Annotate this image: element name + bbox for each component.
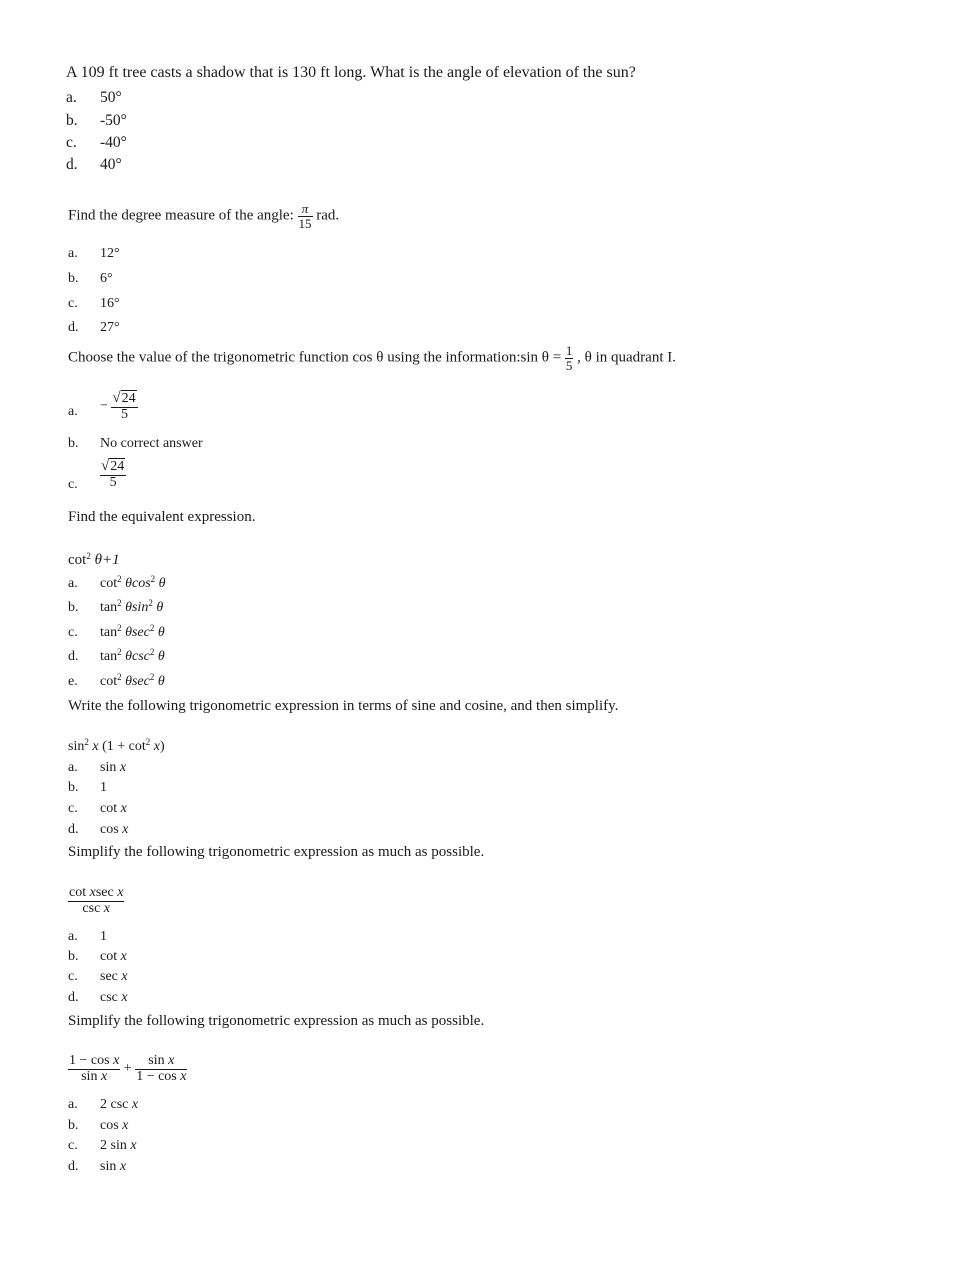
q3-option-c[interactable] [0, 459, 300, 501]
exponent: 2 [145, 737, 151, 747]
option-label: d. [68, 990, 79, 1005]
option-value [100, 1138, 137, 1154]
fraction-numerator [68, 1054, 120, 1070]
square-root [112, 391, 136, 407]
fn: cot [100, 801, 118, 816]
fraction-denominator [135, 1070, 187, 1085]
den-var: x [180, 1068, 187, 1084]
option-label: a. [68, 760, 78, 775]
option-label: a. [68, 1097, 78, 1112]
fn-2: θcos [125, 576, 151, 591]
option-value [100, 801, 127, 817]
option-label: a. [68, 576, 78, 591]
option-label: b. [68, 949, 79, 964]
fraction-denominator [68, 902, 124, 917]
exponent: 2 [148, 598, 153, 608]
option-value [100, 990, 128, 1006]
option-label: d. [68, 1159, 79, 1174]
var: x [119, 1159, 127, 1174]
option-label: c. [68, 1138, 78, 1153]
var: x [120, 949, 127, 964]
expr-rest: θ+1 [94, 552, 120, 568]
radical-sign-icon: √ [101, 458, 110, 474]
fn: cos [100, 822, 119, 837]
fraction-denominator: 15 [298, 215, 312, 231]
question-3-text [68, 344, 676, 372]
num-text: sin [148, 1053, 165, 1068]
question-6-expression [68, 886, 124, 916]
fn-2: θsin [125, 600, 149, 615]
exponent: 2 [117, 623, 122, 633]
radicand: 24 [110, 459, 125, 474]
option-fraction [100, 459, 126, 490]
var: x [121, 990, 128, 1005]
option-value: 12° [100, 246, 120, 261]
option-label: b. [68, 780, 79, 795]
option-value [100, 969, 128, 985]
fn: cos [100, 1118, 119, 1133]
question-5-expression [68, 739, 165, 755]
var: x [119, 760, 127, 775]
fraction-numerator [135, 1054, 187, 1070]
option-value [100, 576, 166, 592]
option-label: d. [68, 320, 79, 335]
option-label: b. [68, 1118, 79, 1133]
option-label: c. [68, 625, 78, 640]
option-value [100, 600, 163, 616]
option-label: c. [68, 296, 78, 311]
option-label: b. [68, 271, 79, 286]
fraction-numerator [68, 886, 124, 902]
den-var: x [100, 1068, 108, 1084]
exponent: 2 [149, 672, 155, 682]
fn-3: θ [157, 625, 165, 640]
expr-part-a: sin [68, 739, 85, 754]
option-value [100, 822, 128, 838]
option-label: b. [68, 600, 79, 615]
expr-fn: cot [68, 552, 87, 568]
option-value: -40° [100, 134, 127, 151]
question-7-text: Simplify the following trigonometric expression as much as possible. [68, 1013, 485, 1029]
sine-fraction [565, 344, 574, 372]
quadrant-info: , θ in quadrant I. [577, 349, 676, 366]
option-value: 40° [100, 156, 122, 173]
num-var: x [113, 1053, 120, 1068]
option-value [100, 1097, 138, 1113]
den-fn: csc [82, 900, 101, 916]
fraction-denominator [68, 1070, 120, 1085]
fn-3: θ [158, 576, 166, 591]
fn: csc [100, 990, 118, 1005]
minus-sign: − [100, 398, 108, 414]
expression-fraction [68, 886, 124, 916]
exponent: 2 [149, 647, 155, 657]
option-value [100, 674, 165, 690]
option-label: a. [66, 89, 77, 106]
option-value [100, 625, 165, 641]
fn: 1 [100, 929, 107, 944]
exponent: 2 [149, 623, 155, 633]
square-root [101, 459, 125, 475]
fraction-numerator [111, 391, 137, 408]
option-label: d. [68, 649, 79, 664]
var: x [122, 822, 129, 837]
option-value [100, 459, 126, 490]
num-var-2: x [117, 885, 124, 900]
var: x [122, 1118, 129, 1133]
expr-part-b: x [92, 739, 99, 754]
option-value: 50° [100, 89, 122, 106]
option-label: c. [68, 801, 78, 816]
option-label: d. [68, 822, 79, 837]
num-var: x [168, 1053, 175, 1068]
fn-3: θ [157, 674, 165, 689]
question-2-prompt: Find the degree measure of the angle: [68, 207, 294, 224]
num-fn-2: sec [95, 885, 114, 900]
fn-1: tan [100, 649, 118, 664]
fn-3: θ [156, 600, 164, 615]
option-value: 27° [100, 320, 120, 335]
option-label: c. [68, 969, 78, 984]
option-value [100, 649, 165, 665]
option-label: c. [66, 134, 77, 151]
fn: sec [100, 969, 118, 984]
option-value [100, 949, 127, 965]
q3-option-a[interactable] [0, 391, 300, 433]
den-var: x [103, 900, 111, 916]
question-4-expression [68, 552, 120, 569]
angle-fraction [298, 202, 313, 230]
exponent: 2 [150, 574, 156, 584]
option-value: No correct answer [100, 436, 203, 451]
question-2-text [68, 202, 339, 230]
exponent: 2 [84, 737, 89, 747]
num-fn-1: cot [69, 885, 87, 900]
question-6-text: Simplify the following trigonometric expression as much as possible. [68, 844, 485, 860]
num-var-1: x [89, 885, 96, 900]
question-7-expression [68, 1054, 187, 1084]
fn-1: tan [100, 600, 118, 615]
num-text: 1 − cos [69, 1053, 110, 1068]
fn-1: cot [100, 576, 118, 591]
radicand: 24 [121, 391, 136, 406]
option-value [100, 1159, 126, 1175]
option-label: b. [68, 436, 79, 451]
exponent: 2 [86, 551, 91, 561]
option-label: a. [68, 404, 78, 419]
expr-part-c: (1 + cot [102, 739, 146, 754]
exponent: 2 [117, 647, 122, 657]
fraction-numerator: π [298, 202, 313, 217]
question-5-text: Write the following trigonometric expression in terms of sine and cosine, and then simplify. [68, 698, 619, 714]
radical-sign-icon: √ [112, 390, 121, 406]
question-4-text: Find the equivalent expression. [68, 509, 256, 525]
fn: cot [100, 949, 118, 964]
fn: 2 csc [100, 1097, 129, 1112]
option-value: -50° [100, 112, 127, 129]
var: x [120, 801, 127, 816]
option-value [100, 760, 126, 776]
fn-1: tan [100, 625, 118, 640]
angle-unit: rad. [316, 207, 340, 224]
fraction-denominator: 5 [121, 406, 129, 422]
question-1-text: A 109 ft tree casts a shadow that is 130 ft long. What is the angle of elevation of the sun? [66, 64, 636, 81]
fn: 2 sin [100, 1138, 127, 1153]
fn-2: θsec [125, 625, 150, 640]
var: x [131, 1097, 139, 1112]
fn-2: θsec [125, 674, 150, 689]
option-value [100, 391, 138, 422]
question-3-prompt: Choose the value of the trigonometric function cos θ using the information:sin θ = [68, 349, 562, 366]
plus-sign: + [123, 1061, 132, 1077]
exponent: 2 [117, 598, 122, 608]
first-fraction [68, 1054, 120, 1084]
fraction-numerator [100, 459, 126, 476]
expr-part-e: ) [159, 739, 165, 754]
option-label: b. [66, 112, 78, 129]
option-value [100, 929, 107, 945]
option-label: a. [68, 246, 78, 261]
option-label: a. [68, 929, 78, 944]
fn: 1 [100, 780, 107, 795]
fn-1: cot [100, 674, 118, 689]
option-label: e. [68, 674, 78, 689]
option-value: 6° [100, 271, 113, 286]
fraction-denominator: 5 [565, 357, 573, 373]
expr-part-d: x [153, 739, 160, 754]
fn-3: θ [157, 649, 165, 664]
exponent: 2 [117, 672, 122, 682]
fraction-numerator: 1 [565, 343, 573, 358]
option-value [100, 780, 107, 796]
fn: sin [100, 1159, 117, 1174]
var: x [121, 969, 128, 984]
den-text: sin [81, 1068, 98, 1084]
option-label: d. [66, 156, 78, 173]
fn: sin [100, 760, 117, 775]
option-fraction [111, 391, 137, 422]
exponent: 2 [117, 574, 122, 584]
fn-2: θcsc [125, 649, 150, 664]
second-fraction [135, 1054, 187, 1084]
den-text: 1 − cos [136, 1068, 177, 1084]
var: x [130, 1138, 137, 1153]
option-value [100, 1118, 128, 1134]
option-value: 16° [100, 296, 120, 311]
fraction-denominator: 5 [109, 474, 117, 490]
option-label: c. [68, 477, 78, 492]
